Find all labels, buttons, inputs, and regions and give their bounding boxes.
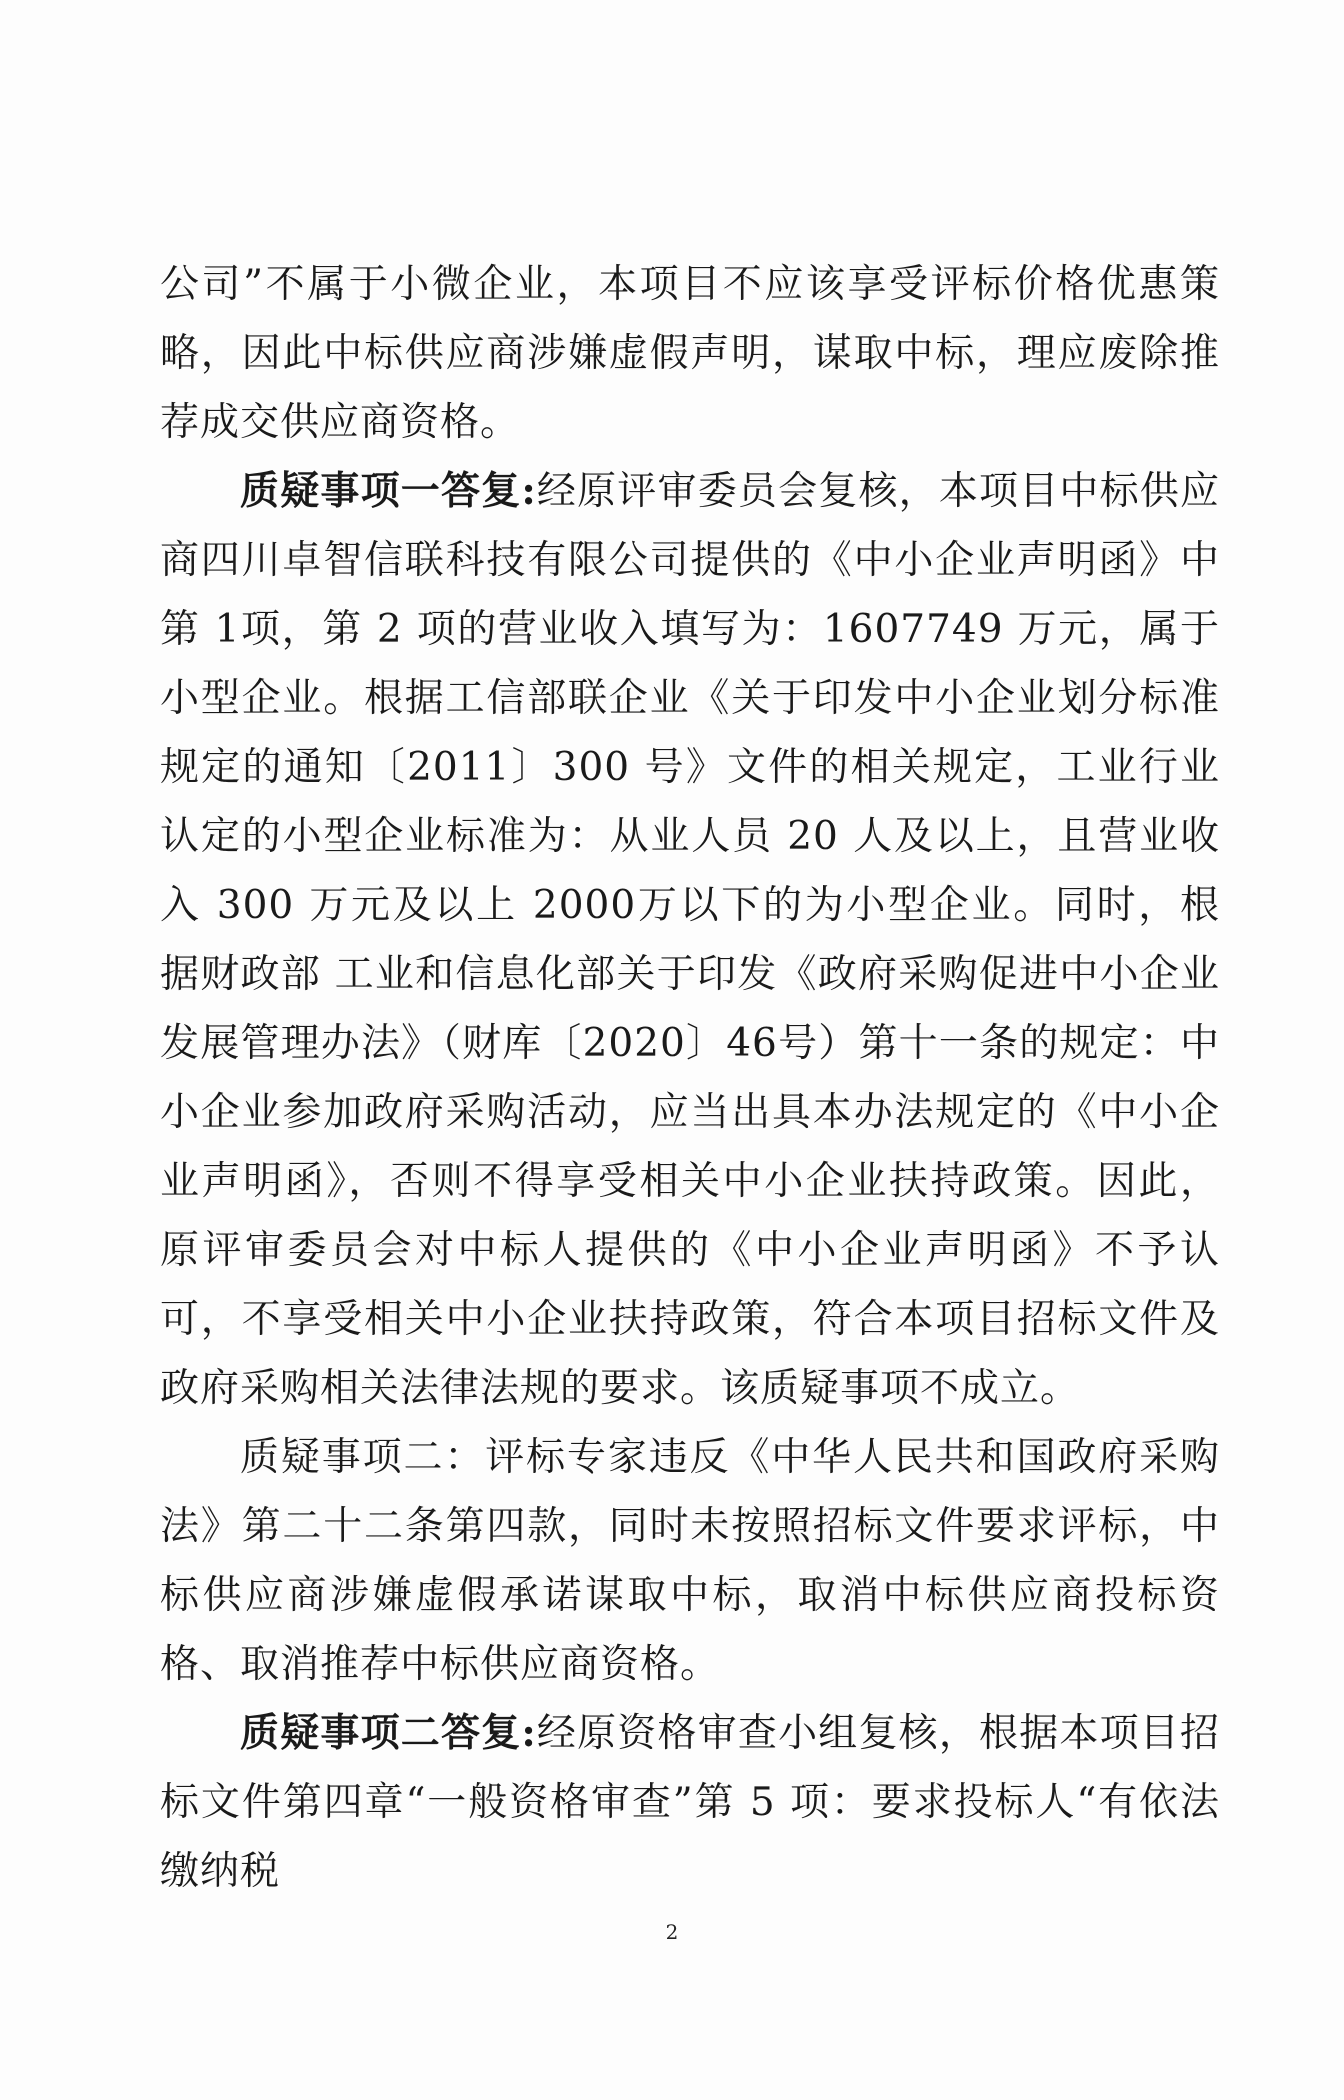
paragraph-lead: 质疑事项一答复: [240, 468, 537, 514]
paragraph-text: 经原资格审查小组复核，根据本项目招标文件第四章“一般资格审查”第 5 项：要求投标人“有依法缴纳税 [160, 1711, 1220, 1894]
paragraph-text: 质疑事项二：评标专家违反《中华人民共和国政府采购法》第二十二条第四款，同时未按照招标文件要求评标，中标供应商涉嫌虚假承诺谋取中标，取消中标供应商投标资格、取消推荐中标供应商资格。 [160, 1435, 1220, 1687]
paragraph-continuation [160, 250, 1220, 457]
paragraph-question-two [160, 1423, 1220, 1699]
paragraph-text: 公司”不属于小微企业，本项目不应该享受评标价格优惠策略，因此中标供应商涉嫌虚假声明，谋取中标，理应废除推荐成交供应商资格。 [160, 262, 1220, 445]
paragraph-lead: 质疑事项二答复: [240, 1710, 537, 1756]
document-body [160, 250, 1220, 1906]
page-number: 2 [665, 1920, 679, 1944]
paragraph-text: 经原评审委员会复核，本项目中标供应商四川卓智信联科技有限公司提供的《中小企业声明函》中第 1项，第 2 项的营业收入填写为：1607749 万元，属于小型企业。根据工信部联企业《关于印发中小企业划分标准规定的通知〔2011〕300 号》文件的相关规定，工业行业认定的小型企业标准为：从业人员 20 人及以上，且营业收入 300 万元及以上 2000万以下的为小型企业。同时，根据财政部 工业和信息化部关于印发《政府采购促进中小企业发展管理办法》（财库〔2020〕46号）第十一条的规定：中小企业参加政府采购活动，应当出具本办法规定的《中小企业声明函》，否则不得享受相关中小企业扶持政策。因此，原评审委员会对中标人提供的《中小企业声明函》不予认可，不享受相关中小企业扶持政策，符合本项目招标文件及政府采购相关法律法规的要求。该质疑事项不成立。 [160, 469, 1220, 1411]
paragraph-reply-two [160, 1699, 1220, 1906]
paragraph-reply-one [160, 457, 1220, 1423]
